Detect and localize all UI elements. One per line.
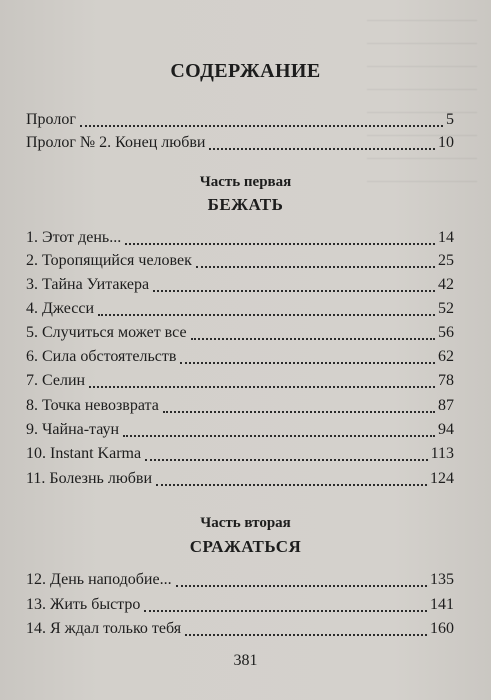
toc-entry	[26, 227, 454, 249]
toc-entry	[26, 468, 454, 490]
toc-entry	[26, 370, 454, 392]
bleed-through-text	[367, 10, 477, 200]
toc-title: СОДЕРЖАНИЕ	[170, 60, 321, 82]
toc-entry-page: 87	[438, 397, 454, 414]
dot-leader	[180, 362, 435, 364]
toc-entry-page: 94	[438, 421, 454, 438]
dot-leader	[144, 610, 427, 612]
toc-entry	[26, 419, 454, 441]
toc-entry	[26, 569, 454, 591]
dot-leader	[145, 459, 428, 461]
toc-entry-page: 62	[438, 348, 454, 365]
dot-leader	[191, 338, 435, 340]
toc-entry-page: 124	[430, 470, 454, 487]
toc-entry	[26, 395, 454, 417]
toc-entry	[26, 346, 454, 368]
toc-entry	[26, 618, 454, 640]
dot-leader	[80, 125, 443, 127]
toc-entry-label: Пролог	[26, 111, 76, 128]
toc-entry	[26, 443, 454, 465]
toc-entry-label: 13. Жить быстро	[26, 596, 141, 613]
toc-entry-page: 141	[430, 596, 454, 613]
toc-entry-page: 5	[446, 111, 454, 128]
dot-leader	[156, 484, 427, 486]
toc-entry-label: 3. Тайна Уитакера	[26, 276, 150, 293]
toc-entry	[26, 298, 454, 320]
toc-entry-label: 4. Джесси	[26, 300, 95, 317]
dot-leader	[209, 148, 435, 150]
dot-leader	[163, 411, 435, 413]
toc-entry	[26, 250, 454, 272]
toc-entry-label: 10. Instant Karma	[26, 445, 142, 462]
dot-leader	[125, 243, 435, 245]
toc-entry-label: Пролог № 2. Конец любви	[26, 134, 206, 151]
toc-entry	[26, 274, 454, 296]
toc-entry-page: 14	[438, 229, 454, 246]
toc-entry-page: 160	[430, 620, 454, 637]
dot-leader	[196, 266, 435, 268]
toc-entry-label: 14. Я ждал только тебя	[26, 620, 182, 637]
part-one-label: Часть первая	[199, 174, 292, 190]
toc-entry-label: 2. Торопящийся человек	[26, 252, 192, 269]
toc-entry-page: 52	[438, 300, 454, 317]
toc-entry-label: 1. Этот день...	[26, 229, 122, 246]
toc-entry-prologue	[26, 109, 454, 131]
toc-entry-label: 9. Чайна-таун	[26, 421, 120, 438]
part-two-label: Часть вторая	[200, 515, 291, 531]
toc-entry-prologue-2	[26, 132, 454, 154]
dot-leader	[89, 386, 435, 388]
toc-entry-page: 135	[430, 571, 454, 588]
page-number: 381	[233, 652, 258, 669]
toc-entry	[26, 594, 454, 616]
dot-leader	[176, 585, 427, 587]
toc-entry-page: 78	[438, 372, 454, 389]
toc-entry-page: 113	[430, 445, 454, 462]
toc-entry-label: 6. Сила обстоятельств	[26, 348, 177, 365]
toc-entry-page: 42	[438, 276, 454, 293]
toc-entry	[26, 322, 454, 344]
dot-leader	[98, 314, 435, 316]
toc-entry-label: 11. Болезнь любви	[26, 470, 153, 487]
toc-entry-page: 25	[438, 252, 454, 269]
part-one-title: БЕЖАТЬ	[207, 195, 284, 214]
dot-leader	[185, 634, 427, 636]
toc-entry-page: 56	[438, 324, 454, 341]
toc-entry-label: 8. Точка невозврата	[26, 397, 159, 414]
toc-entry-label: 7. Селин	[26, 372, 86, 389]
toc-entry-page: 10	[438, 134, 454, 151]
dot-leader	[153, 290, 435, 292]
part-two-title: СРАЖАТЬСЯ	[189, 537, 302, 556]
toc-entry-label: 12. День наподобие...	[26, 571, 172, 588]
toc-entry-label: 5. Случиться может все	[26, 324, 187, 341]
dot-leader	[123, 435, 435, 437]
